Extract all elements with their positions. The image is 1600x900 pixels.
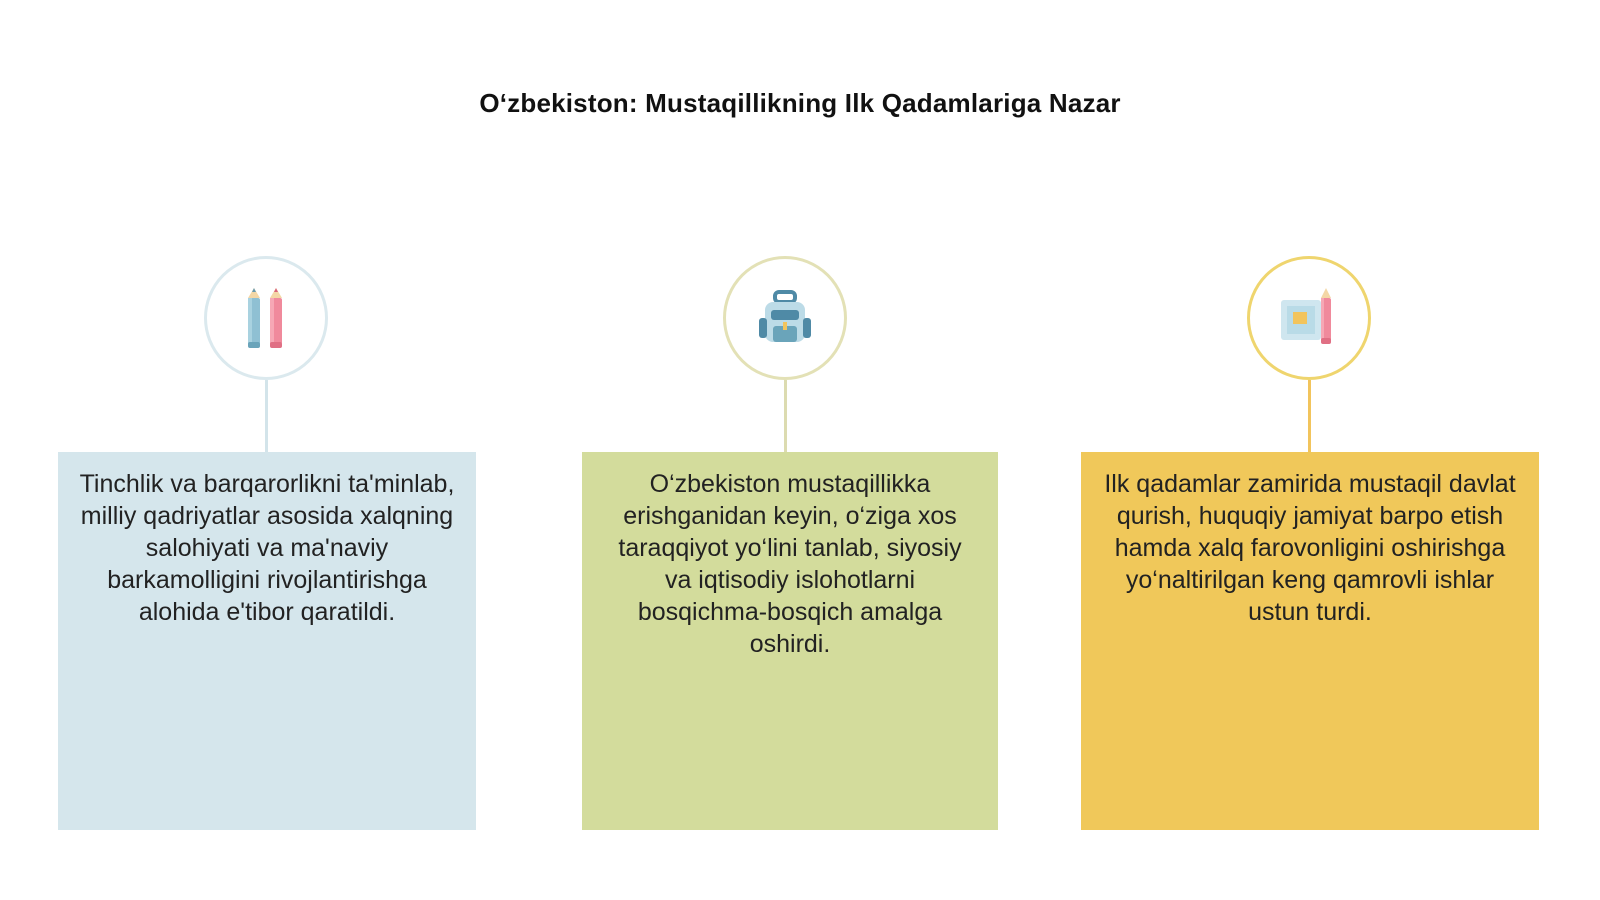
backpack-icon — [755, 288, 815, 348]
connector-line-1 — [265, 380, 268, 452]
card-text-1: Tinchlik va barqarorlikni ta'minlab, milliy qadriyatlar asosida xalqning salohiyati va ma'naviy barkamolligini rivojlantirishga alohida e'tibor qaratildi. — [79, 470, 455, 626]
info-card-1 — [58, 452, 476, 830]
icon-circle-3 — [1247, 256, 1371, 380]
info-card-3 — [1081, 452, 1539, 830]
pencils-icon — [240, 286, 292, 350]
picture-and-crayon-icon — [1277, 288, 1341, 348]
icon-circle-1 — [204, 256, 328, 380]
slide-title: O‘zbekiston: Mustaqillikning Ilk Qadamlariga Nazar — [479, 88, 1121, 118]
card-text-3: Ilk qadamlar zamirida mustaqil davlat qurish, huquqiy jamiyat barpo etish hamda xalq farovonligini oshirishga yo‘naltirilgan keng qamrovli ishlar ustun turdi. — [1104, 470, 1516, 626]
connector-line-2 — [784, 380, 787, 452]
card-text-2: O‘zbekiston mustaqillikka erishganidan keyin, o‘ziga xos taraqqiyot yo‘lini tanlab, siyosiy va iqtisodiy islohotlarni bosqichma-bosqich amalga oshirdi. — [618, 470, 962, 658]
icon-circle-2 — [723, 256, 847, 380]
info-card-2 — [582, 452, 998, 830]
connector-line-3 — [1308, 380, 1311, 452]
